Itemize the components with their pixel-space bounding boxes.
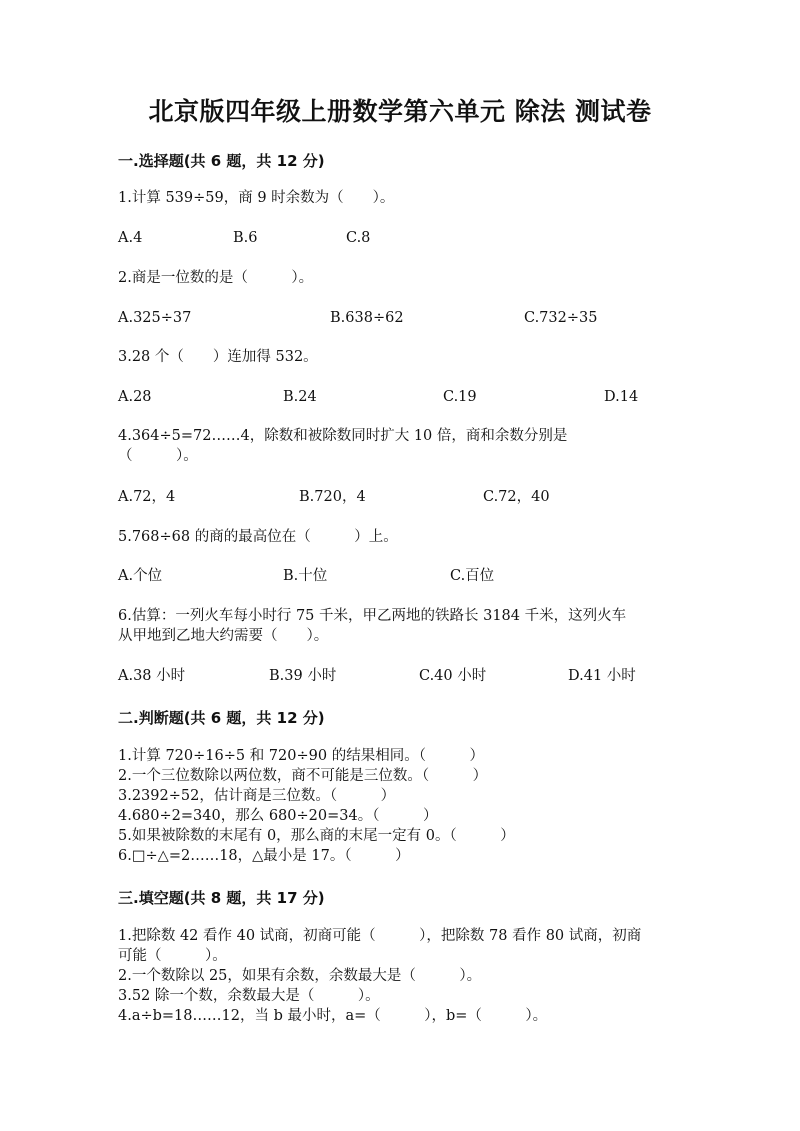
option-3d: D.14 xyxy=(604,389,639,405)
question-4-line1: 4.364÷5=72……4，除数和被除数同时扩大 10 倍，商和余数分别是 xyxy=(118,428,568,444)
option-1b: B.6 xyxy=(233,230,258,246)
judgement-item-3: 3.2392÷52，估计商是三位数。（ ） xyxy=(118,788,396,804)
question-2: 2.商是一位数的是（ ）。 xyxy=(118,270,314,286)
option-2a: A.325÷37 xyxy=(118,310,192,326)
option-4b: B.720，4 xyxy=(299,489,366,505)
option-5c: C.百位 xyxy=(450,568,495,584)
page-title: 北京版四年级上册数学第六单元 除法 测试卷 xyxy=(148,97,652,126)
option-4c: C.72，40 xyxy=(483,489,550,505)
judgement-item-5: 5.如果被除数的末尾有 0，那么商的末尾一定有 0。（ ） xyxy=(118,828,515,844)
option-6c: C.40 小时 xyxy=(419,668,487,684)
option-3c: C.19 xyxy=(443,389,477,405)
section-heading-choice: 一.选择题(共 6 题，共 12 分) xyxy=(118,152,325,170)
question-3: 3.28 个（ ）连加得 532。 xyxy=(118,349,318,365)
option-4a: A.72，4 xyxy=(118,489,176,505)
fill-item-2: 2.一个数除以 25，如果有余数，余数最大是（ ）。 xyxy=(118,968,482,984)
fill-item-4: 4.a÷b=18……12，当 b 最小时，a=（ ），b=（ ）。 xyxy=(118,1008,548,1024)
question-6-line1: 6.估算：一列火车每小时行 75 千米，甲乙两地的铁路长 3184 千米，这列火车 xyxy=(118,608,627,624)
judgement-item-2: 2.一个三位数除以两位数，商不可能是三位数。（ ） xyxy=(118,768,488,784)
option-3a: A.28 xyxy=(118,389,152,405)
option-1a: A.4 xyxy=(118,230,143,246)
option-6d: D.41 小时 xyxy=(568,668,636,684)
option-2b: B.638÷62 xyxy=(330,310,404,326)
fill-item-1-line2: 可能（ ）。 xyxy=(118,948,227,964)
question-6-line2: 从甲地到乙地大约需要（ ）。 xyxy=(118,628,329,644)
question-5: 5.768÷68 的商的最高位在（ ）上。 xyxy=(118,529,398,545)
fill-item-1-line1: 1.把除数 42 看作 40 试商，初商可能（ ），把除数 78 看作 80 试商，初商 xyxy=(118,928,642,944)
section-heading-judgement: 二.判断题(共 6 题，共 12 分) xyxy=(118,709,325,727)
judgement-item-6: 6.□÷△=2……18，△最小是 17。（ ） xyxy=(118,848,410,864)
option-2c: C.732÷35 xyxy=(524,310,598,326)
option-3b: B.24 xyxy=(283,389,317,405)
option-6a: A.38 小时 xyxy=(118,668,186,684)
option-5a: A.个位 xyxy=(118,568,163,584)
question-4-line2: （ ）。 xyxy=(118,448,198,464)
section-heading-fill-blank: 三.填空题(共 8 题，共 17 分) xyxy=(118,889,325,907)
question-1: 1.计算 539÷59，商 9 时余数为（ ）。 xyxy=(118,190,395,206)
option-6b: B.39 小时 xyxy=(269,668,337,684)
option-1c: C.8 xyxy=(346,230,371,246)
judgement-item-1: 1.计算 720÷16÷5 和 720÷90 的结果相同。（ ） xyxy=(118,748,484,764)
judgement-item-4: 4.680÷2=340，那么 680÷20=34。（ ） xyxy=(118,808,438,824)
fill-item-3: 3.52 除一个数，余数最大是（ ）。 xyxy=(118,988,380,1004)
option-5b: B.十位 xyxy=(283,568,328,584)
